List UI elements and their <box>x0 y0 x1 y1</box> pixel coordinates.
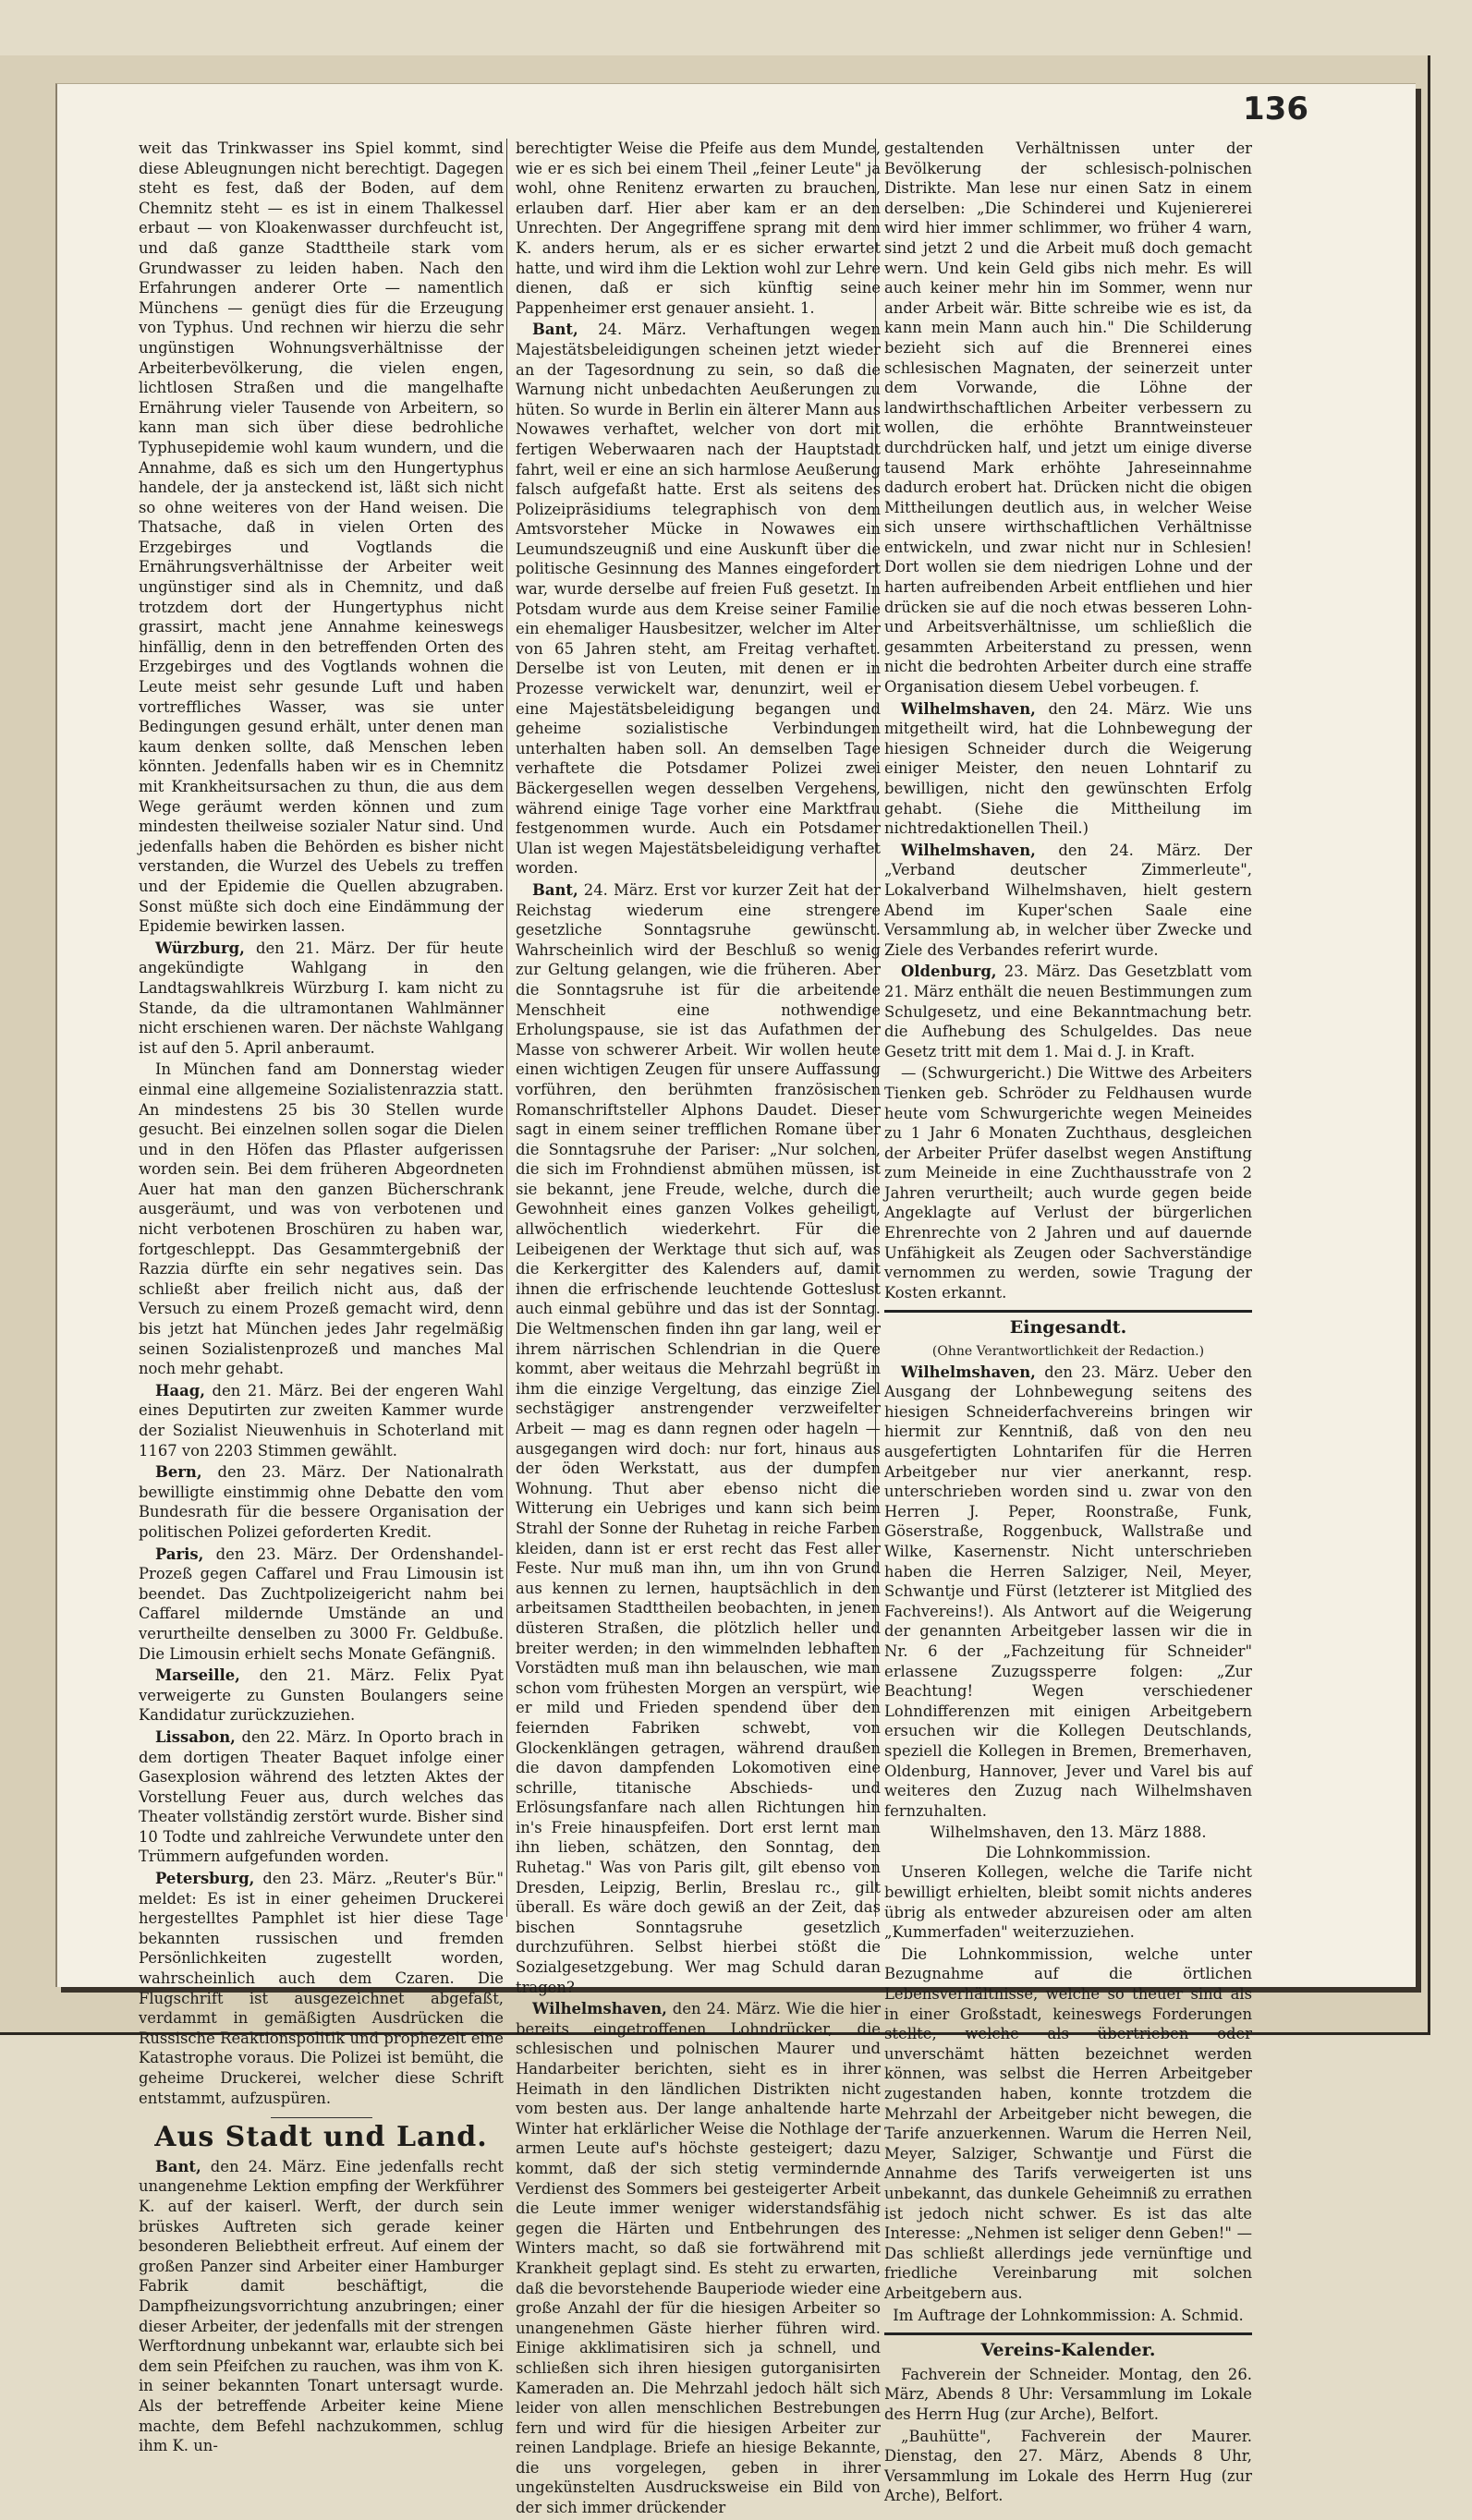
column-1 <box>139 139 504 2458</box>
dateline: Wilhelmshaven, <box>901 699 1036 718</box>
calendar-entry: „Bauhütte", Fachverein der Maurer. Dienstag, den 27. März, Abends 8 Uhr, Versammlung im Lokale des Herrn Hug (zur Arche), Belfort. <box>884 2427 1252 2505</box>
article-paragraph: weit das Trinkwasser ins Spiel kommt, sind diese Ableugnungen nicht berechtigt. Dagegen steht es fest, daß der Boden, auf dem Chemnitz steht — es ist in einem Thalkessel erbaut — von Kloakenwasser durchfeucht ist, und daß ganze Stadttheile stark vom Grundwasser zu leiden haben. Nach den Erfahrungen anderer Orte — namentlich Münchens — genügt dies für die Erzeugung von Typhus. Und rechnen wir hierzu die sehr ungünstigen Wohnungsverhältnisse der Arbeiterbevölkerung, die vielen engen, lichtlosen Straßen und die mangelhafte Ernährung vieler Tausende von Arbeitern, so kann man sich über diese bedrohliche Typhusepidemie wohl kaum wundern, und die Annahme, daß es sich um den Hungertyphus handele, der ja ansteckend ist, läßt sich nicht so ohne weiteres von der Hand weisen. Die Thatsache, daß in vielen Orten des Erzgebirges und Vogtlands die Ernährungsverhältnisse der Arbeiter weit ungünstiger sind als in Chemnitz, und daß trotzdem dort der Hungertyphus nicht grassirt, macht jene Annahme keineswegs hinfällig, denn in den betreffenden Orten des Erzgebirges und des Vogtlands wohnen die Leute meist sehr gesunde Luft und haben vortreffliches Wasser, was sie unter Bedingungen gesund erhält, unter denen man kaum denken sollte, daß Menschen leben könnten. Jedenfalls haben wir es in Chemnitz mit Krankheitsursachen zu thun, die aus dem Wege geräumt werden können und zum mindesten theilweise sozialer Natur sind. Und jedenfalls haben die Behörden es bisher nicht verstanden, die Wurzel des Uebels zu treffen und der Epidemie die Quellen abzugraben. Sonst müßte sich doch eine Eindämmung der Epidemie bewirken lassen. <box>139 139 504 936</box>
article-text: den 21. März. Felix Pyat verweigerte zu Gunsten Boulangers seine Kandidatur zurückzuziehen. <box>139 1666 504 1725</box>
dateline: Oldenburg, <box>901 963 997 981</box>
article-text: 24. März. Verhaftungen wegen Majestätsbeleidigungen scheinen jetzt wieder an der Tagesordnung zu sein, so daß die Warnung nicht unbedachten Aeußerungen zu hüten. So wurde in Berlin ein älterer Mann aus Nowawes verhaftet, welcher von dort mit fertigen Weberwaaren nach der Hauptstadt fahrt, weil er eine an sich harmlose Aeußerung falsch aufgefaßt hatte. Erst als seitens des Polizeipräsidiums telegraphisch von dem Amtsvorsteher Mücke in Nowawes ein Leumundszeugniß und eine Auskunft über die politische Gesinnung des Mannes eingefordert war, wurde derselbe auf freien Fuß gesetzt. In Potsdam wurde aus dem Kreise seiner Familie ein ehemaliger Hausbesitzer, welcher im Alter von 65 Jahren steht, am Freitag verhaftet. Derselbe ist von Leuten, mit denen er in Prozesse verwickelt war, denunzirt, weil er eine Majestätsbeleidigung begangen und geheime sozialistische Verbindungen unterhalten haben soll. An demselben Tage verhaftete die Potsdamer Polizei zwei Bäckergesellen wegen desselben Vergehens, während einige Tage vorher eine Marktfrau festgenommen wurde. Auch ein Potsdamer Ulan ist wegen Majestätsbeleidigung verhaftet worden. <box>516 321 881 878</box>
dateline: Wilhelmshaven, <box>901 841 1036 859</box>
dateline: Petersburg, <box>155 1870 255 1888</box>
article-text: den 23. März. Ueber den Ausgang der Lohnbewegung seitens des hiesigen Schneiderfachvereins bringen wir hiermit zur Kenntniß, daß von den neu ausgefertigten Lohntarifen für die Herren Arbeitgeber nur vier anerkannt, resp. unterschrieben worden sind u. zwar von den Herren J. Peper, Roonstraße, Funk, Göserstraße, Roggenbuck, Wallstraße und Wilke, Kasernenstr. Nicht unterschrieben haben die Herren Salziger, Neil, Meyer, Schwantje und Fürst (letzterer ist Mitglied des Fachvereins!). Als Antwort auf die Weigerung der genannten Arbeitgeber lassen wir die in Nr. 6 der „Fachzeitung für Schneider" erlassene Zuzugssperre folgen: „Zur Beachtung! Wegen verschiedener Lohndifferenzen mit einigen Arbeitgebern ersuchen wir die Kollegen Deutschlands, speziell die Kollegen in Bremen, Bremerhaven, Oldenburg, Hannover, Jever und Varel bis auf weiteres den Zuzug nach Wilhelmshaven fernzuhalten. <box>884 1363 1252 1820</box>
article-paragraph <box>884 1363 1252 1822</box>
article-text: 24. März. Erst vor kurzer Zeit hat der Reichstag wiederum eine strengere gesetzliche Sonntagsruhe gewünscht. Wahrscheinlich wird der Beschluß so wenig zur Geltung gelangen, wie die früheren. Aber die Sonntagsruhe ist für die arbeitende Menschheit eine nothwendige Erholungspause, sie ist das Aufathmen der Masse von schwerer Arbeit. Wir wollen heute einen wichtigen Zeugen für unsere Auffassung vorführen, den berühmten französischen Romanschriftsteller Alphons Daudet. Dieser sagt in einem seiner trefflichen Romane über die Sonntagsruhe der Pariser: „Nur solchen, die sich im Frohndienst abmühen müssen, ist sie bekannt, jene Freude, welche, durch die Gewohnheit eines ganzen Volkes geheiligt, allwöchentlich wiederkehrt. Für die Leibeigenen der Werktage thut sich auf, was die Kerkergitter des Kalenders auf, damit ihnen die erfrischende leuchtende Gotteslust auch einmal gebühre und das ist der Sonntag. Die Weltmenschen finden ihn gar lang, weil er ihrem närrischen Schlendrian in die Quere kommt, aber weitaus die Mehrzahl begrüßt in ihm die einzige Vergeltung, das einzige Ziel sechstägiger anstrengender verzweifelter Arbeit — mag es dann regnen oder hageln — ausgegangen wird doch: nur fort, hinaus aus der öden Werkstatt, aus der dumpfen Wohnung. Thut aber ebenso nicht die Witterung ein Uebriges und kann sich beim Strahl der Sonne der Ruhetag in reiche Farben kleiden, dann ist er erst recht das Fest aller Feste. Nur muß man ihn, um ihn von Grund aus kennen zu lernen, hauptsächlich in den arbeitsamen Stadttheilen beobachten, in jenen düsteren Straßen, die plötzlich heller und breiter werden; in den wimmelnden lebhaften Vorstädten muß man ihn belauschen, wie man schon vom frühesten Morgen an verspürt, wie er mild und Frieden spendend über den feiernden Fabriken schwebt, von Glockenklängen getragen, während draußen die davon dampfenden Lokomotiven eine schrille, titanische Abschieds- und Erlösungsfanfare nach allen Richtungen hin in's Freie hinauspfeifen. Dort erst lernt man ihn lieben, schätzen, den Sonntag, den Ruhetag." Was von Paris gilt, gilt ebenso von Dresden, Leipzig, Berlin, Breslau rc., gilt überall. Es wäre doch gewiß an der Zeit, das bischen Sonntagsruhe gesetzlich durchzuführen. Selbst hierbei stößt die Sozialgesetzgebung. Wer mag Schuld daran tragen? <box>516 880 881 1996</box>
dateline: Bant, <box>155 2157 201 2175</box>
article-paragraph: gestaltenden Verhältnissen unter der Bevölkerung der schlesisch-polnischen Distrikte. Man lese nur einen Satz in einem derselben: „Die Schinderei und Kujeniererei wird hier immer schlimmer, wo früher 4 warn, sind jetzt 2 und die Arbeit muß doch gemacht wern. Und kein Geld gibs nich mehr. Es will auch keiner mehr hin im Sommer, wenn nur ander Arbeit wär. Bitte schreibe wie es ist, da kann mein Mann auch hin." Die Schilderung bezieht sich auf die Brennerei eines schlesischen Magnaten, der seinerzeit unter dem Vorwande, die Löhne der landwirthschaftlichen Arbeiter verbessern zu wollen, die erhöhte Branntweinsteuer durchdrücken half, und jetzt um einige diverse tausend Mark erhöhte Jahreseinnahme dadurch erobert hat. Drücken nicht die obigen Mittheilungen deutlich aus, in welcher Weise sich unsere wirthschaftlichen Verhältnisse entwickeln, und zwar nicht nur in Schlesien! Dort wollen sie dem niedrigen Lohne und der harten aufreibenden Arbeit entfliehen und hier drücken sie auf die noch etwas besseren Lohn- und Arbeitsverhältnisse, um schließlich die gesammten Arbeiterstand zu pressen, wenn nicht die bedrohten Arbeiter durch eine straffe Organisation diesem Uebel vorbeugen. f. <box>884 139 1252 697</box>
dateline: Wilhelmshaven, <box>901 1363 1036 1381</box>
dateline: Lissabon, <box>155 1727 236 1746</box>
signature-commission: Im Auftrage der Lohnkommission: A. Schmid. <box>893 2306 1244 2324</box>
article-text: den 21. März. Bei der engeren Wahl eines Deputirten zur zweiten Kammer wurde der Sozialist Nieuwenhuis in Schoterland mit 1167 von 2203 Stimmen gewählt. <box>139 1381 504 1460</box>
article-text: den 23. März. „Reuter's Bür." meldet: Es ist in einer geheimen Druckerei hergestelltes Pamphlet ist hier diese Tage bekannten russischen und fremden Persönlichkeiten zugestellt worden, wahrscheinlich auch dem Czaren. Die Flugschrift ist ausgezeichnet abgefaßt, verdammt in gemäßigten Ausdrücken die Russische Reaktionspolitik und prophezeit eine Katastrophe voraus. Die Polizei ist bemüht, die geheime Druckerei, welcher diese Schrift entstammt, aufzuspüren. <box>139 1870 504 2107</box>
column-rule <box>506 139 507 1917</box>
article-paragraph <box>139 939 504 1059</box>
article-paragraph <box>139 2157 504 2456</box>
dateline: Marseille, <box>155 1666 240 1685</box>
signature-name: Die Lohnkommission. <box>985 1843 1151 1861</box>
article-text: den 23. März. Der Nationalrath bewilligte einstimmig ohne Debatte den vom Bundesrath für die bessere Organisation der politischen Polizei geforderten Kredit. <box>139 1463 504 1541</box>
column-3 <box>884 139 1252 2508</box>
separator-rule <box>884 2332 1252 2335</box>
article-text: den 24. März. Wie uns mitgetheilt wird, hat die Lohnbewegung der hiesigen Schneider durch die Weigerung einiger Meister, den neuen Lohntarif zu bewilligen, nicht den gewünschten Erfolg gehabt. (Siehe die Mittheilung im nichtredaktionellen Theil.) <box>884 699 1252 838</box>
article-paragraph: — (Schwurgericht.) Die Wittwe des Arbeiters Tienken geb. Schröder zu Feldhausen wurde heute vom Schwurgerichte wegen Meineides zu 1 Jahr 6 Monaten Zuchthaus, desgleichen der Arbeiter Prüfer daselbst wegen Anstiftung zum Meineide in eine Zuchthausstrafe von 2 Jahren verurtheilt; auch wurde gegen beide Angeklagte auf Verlust der bürgerlichen Ehrenrechte von 2 Jahren und auf dauernde Unfähigkeit als Zeugen oder Sachverständige vernommen zu werden, sowie Tragung der Kosten erkannt. <box>884 1064 1252 1302</box>
dateline: Haag, <box>155 1381 205 1399</box>
article-text: den 23. März. Der Ordenshandel-Prozeß gegen Caffarel und Frau Limousin ist beendet. Das Zuchtpolizeigericht nahm bei Caffarel mildernde Umstände an und verurtheilte denselben zu 3000 Fr. Geldbuße. Die Limousin erhielt sechs Monate Gefängniß. <box>139 1545 504 1663</box>
eingesandt-title: Eingesandt. <box>1009 1317 1127 1339</box>
article-text: 23. März. Das Gesetzblatt vom 21. März enthält die neuen Bestimmungen zum Schulgesetz, und eine Bekanntmachung betr. die Aufhebung des Schulgeldes. Das neue Gesetz tritt mit dem 1. Mai d. J. in Kraft. <box>884 963 1252 1060</box>
separator-rule <box>271 2117 372 2118</box>
separator-rule <box>884 1310 1252 1313</box>
article-paragraph <box>139 1381 504 1460</box>
article-text: den 24. März. Wie die hier bereits eingetroffenen Lohndrücker, die schlesischen und polnischen Maurer und Handarbeiter berichten, sieht es in ihrer Heimath in den ländlichen Distrikten nicht vom besten aus. Der lange anhaltende harte Winter hat erklärlicher Weise die Nothlage der armen Leute auf's höchste gesteigert; dazu kommt, daß der sich stetig vermindernde Verdienst des Sommers bei gesteigerter Arbeit die Leute immer weniger widerstandsfähig gegen die Härten und Entbehrungen des Winters macht, so daß sie fortwährend mit Krankheit geplagt sind. Es steht zu erwarten, daß die bevorstehende Bauperiode wieder eine große Anzahl der für die hiesigen Arbeiter so unangenehmen Gäste hierher führen wird. Einige akklimatisiren sich ja schnell, und schließen sich ihren hiesigen gutorganisirten Kameraden an. Die Mehrzahl jedoch hält sich leider von allen menschlichen Bestrebungen fern und wird für die hiesigen Arbeiter zur reinen Landplage. Briefe an hiesige Bekannte, die uns vorgelegen, geben in ihrer ungekünstelten Ausdrucksweise ein Bild von der sich immer drückender <box>516 2000 881 2517</box>
article-paragraph <box>139 1869 504 2108</box>
article-text: den 22. März. In Oporto brach in dem dortigen Theater Baquet infolge einer Gasexplosion während des letzten Aktes der Vorstellung Feuer aus, durch welches das Theater vollständig zerstört wurde. Bisher sind 10 Todte und zahlreiche Verwundete unter den Trümmern aufgefunden worden. <box>139 1727 504 1866</box>
dateline: Würzburg, <box>155 939 245 957</box>
article-paragraph <box>884 699 1252 839</box>
dateline: Bant, <box>532 880 578 899</box>
dateline: Bern, <box>155 1463 202 1482</box>
dateline: Wilhelmshaven, <box>532 2000 667 2018</box>
article-paragraph <box>516 1999 881 2517</box>
article-paragraph <box>884 841 1252 961</box>
section-title: Aus Stadt und Land. <box>154 2121 488 2154</box>
page-number: 136 <box>1243 91 1308 127</box>
article-paragraph: Unseren Kollegen, welche die Tarife nicht bewilligt erhielten, bleibt somit nichts anderes übrig als entweder abzureisen oder am alten „Kummerfaden" weiterzuziehen. <box>884 1863 1252 1942</box>
article-text: den 24. März. Der „Verband deutscher Zimmerleute", Lokalverband Wilhelmshaven, hielt gestern Abend im Kuper'schen Saale eine Versammlung ab, in welcher über Zwecke und Ziele des Verbandes referirt wurde. <box>884 841 1252 959</box>
article-paragraph <box>516 320 881 878</box>
article-text: den 21. März. Der für heute angekündigte Wahlgang in den Landtagswahlkreis Würzburg I. kam nicht zu Stande, da die ultramontanen Wahlmänner nicht erschienen waren. Der nächste Wahlgang ist auf den 5. April anberaumt. <box>139 939 504 1057</box>
article-paragraph <box>884 962 1252 1061</box>
article-paragraph: berechtigter Weise die Pfeife aus dem Munde, wie er es sich bei einem Theil „feiner Leute" ja wohl, ohne Renitenz erwarten zu brauchen, erlauben darf. Hier aber kam er an den Unrechten. Der Angegriffene sprang mit dem K. anders herum, als er es sicher erwartet hatte, und wird ihm die Lektion wohl zur Lehre dienen, daß er sich künftig seine Pappenheimer erst genauer ansieht. 1. <box>516 139 881 317</box>
article-paragraph <box>139 1727 504 1867</box>
dateline: Bant, <box>532 321 578 339</box>
signature-date: Wilhelmshaven, den 13. März 1888. <box>930 1823 1207 1842</box>
article-paragraph <box>139 1666 504 1726</box>
dateline: Paris, <box>155 1545 204 1563</box>
article-text: den 24. März. Eine jedenfalls recht unangenehme Lektion empfing der Werkführer K. auf der kaiserl. Werft, der durch sein brüskes Auftreten sich gerade keiner besonderen Beliebtheit erfreut. Auf einem der großen Panzer sind Arbeiter einer Hamburger Fabrik damit beschäftigt, die Dampfheizungsvorrichtung anzubringen; einer dieser Arbeiter, der jedenfalls mit der strengen Werftordnung unbekannt war, erlaubte sich bei dem sein Pfeifchen zu rauchen, was ihm von K. in seiner bekannten Tonart untersagt wurde. Als der betreffende Arbeiter keine Miene machte, dem Befehl nachzukommen, schlug ihm K. un- <box>139 2157 504 2455</box>
article-paragraph: In München fand am Donnerstag wieder einmal eine allgemeine Sozialistenrazzia statt. An mindestens 25 bis 30 Stellen wurde gesucht. Bei einzelnen sollen sogar die Dielen und in den Höfen das Pflaster aufgerissen worden sein. Bei dem früheren Abgeordneten Auer hat man den ganzen Bücherschrank ausgeräumt, und was von verbotenen und nicht verbotenen Broschüren zu haben war, fortgeschleppt. Das Gesammtergebniß der Razzia dürfte ein sehr negatives sein. Das schließt aber freilich nicht aus, daß der Versuch zu einem Prozeß gemacht wird, denn bis jetzt hat München jedes Jahr regelmäßig seinen Sozialistenprozeß und manches Mal noch mehr gehabt. <box>139 1060 504 1378</box>
article-paragraph <box>139 1462 504 1542</box>
article-paragraph <box>139 1545 504 1665</box>
calendar-entry: Fachverein der Schneider. Montag, den 26. März, Abends 8 Uhr: Versammlung im Lokale des Herrn Hug (zur Arche), Belfort. <box>884 2365 1252 2423</box>
column-2 <box>516 139 881 2520</box>
eingesandt-note: (Ohne Verantwortlichkeit der Redaction.) <box>931 1344 1205 1360</box>
article-paragraph: Die Lohnkommission, welche unter Bezugnahme auf die örtlichen Lebensverhältnisse, welche so theuer sind als in einer Großstadt, keineswegs Forderungen stellte, welche als übertrieben oder unverschämt hätten bezeichnet werden können, was selbst die Herren Arbeitgeber zugestanden haben, konnte trotzdem die Mehrzahl der Arbeitgeber nicht bewegen, die Tarife anzuerkennen. Warum die Herren Neil, Meyer, Salziger, Schwantje und Fürst die Annahme des Tarifs verweigerten ist uns unbekannt, das dunkele Geheimniß zu errathen ist jedoch nicht schwer. Es ist das alte Interesse: „Nehmen ist seliger denn Geben!" — Das schließt allerdings jede vernünftige und friedliche Vereinbarung mit solchen Arbeitgebern aus. <box>884 1945 1252 2302</box>
article-paragraph <box>516 880 881 1997</box>
vereins-kalender-title: Vereins-Kalender. <box>980 2340 1156 2361</box>
